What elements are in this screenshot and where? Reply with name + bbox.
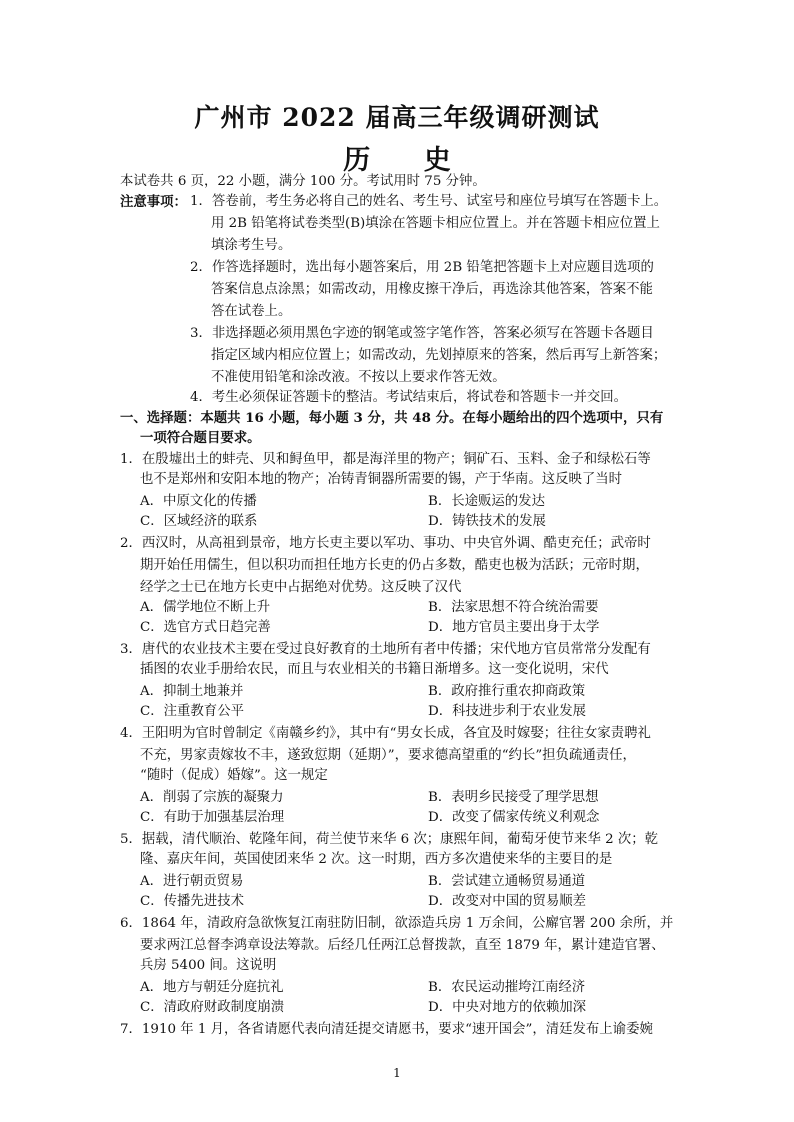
question-text: 经学之士已在地方长吏中占据绝对优势。这反映了汉代 <box>140 580 462 595</box>
notice-line: 填涂考生号。 <box>211 238 292 253</box>
section-heading: 一、选择题：本题共 16 小题，每小题 3 分，共 48 分。在每小题给出的四个选项中，只有 <box>120 410 664 426</box>
subject-title: 历 史 <box>343 145 473 176</box>
option-d[interactable]: D．改变了儒家传统义利观念 <box>428 810 600 825</box>
option-b[interactable]: B．农民运动摧垮江南经济 <box>428 980 586 995</box>
notice-line: 指定区域内相应位置上；如需改动，先划掉原来的答案，然后再写上新答案； <box>211 348 667 363</box>
question-text: 1．在殷墟出土的蚌壳、贝和鲟鱼甲，都是海洋里的物产；铜矿石、玉料、金子和绿松石等 <box>120 452 651 467</box>
question-text: 3．唐代的农业技术主要在受过良好教育的土地所有者中传播；宋代地方官员常常分发配有 <box>120 642 651 657</box>
question-text: 6．1864 年，清政府急欲恢复江南驻防旧制，欲添造兵房 1 万余间，公廨官署 200 余所，并 <box>120 916 674 931</box>
option-b[interactable]: B．尝试建立通畅贸易通道 <box>428 874 586 889</box>
notice-line: 答在试卷上。 <box>211 304 292 319</box>
option-c[interactable]: C．清政府财政制度崩溃 <box>140 1000 285 1015</box>
option-d[interactable]: D．铸铁技术的发展 <box>428 514 546 529</box>
exam-title: 广州市 2022 届高三年级调研测试 <box>194 103 600 132</box>
question-text: 5．据载，清代顺治、乾隆年间，荷兰使节来华 6 次；康熙年间，葡萄牙使节来华 2 次；乾 <box>120 832 659 847</box>
question-text: 隆、嘉庆年间，英国使团来华 2 次。这一时期，西方多次遣使来华的主要目的是 <box>140 852 613 867</box>
option-d[interactable]: D．地方官员主要出身于太学 <box>428 620 600 635</box>
option-b[interactable]: B．表明乡民接受了理学思想 <box>428 790 599 805</box>
question-text: 2．西汉时，从高祖到景帝，地方长吏主要以军功、事功、中央官外调、酷吏充任；武帝时 <box>120 536 651 551</box>
option-a[interactable]: A．进行朝贡贸易 <box>140 874 244 889</box>
option-d[interactable]: D．改变对中国的贸易顺差 <box>428 894 587 909</box>
notice-line: 用 2B 铅笔将试卷类型(B)填涂在答题卡相应位置上。并在答题卡相应位置上 <box>211 216 660 231</box>
question-text: 插图的农业手册给农民，而且与农业相关的书籍日渐增多。这一变化说明，宋代 <box>140 662 609 677</box>
option-c[interactable]: C．选官方式日趋完善 <box>140 620 271 635</box>
section-heading: 一项符合题目要求。 <box>140 430 261 446</box>
option-b[interactable]: B．政府推行重农抑商政策 <box>428 684 586 699</box>
question-text: 不充，男家责嫁妆不丰，遂致愆期（延期）”，要求德高望重的“约长”担负疏通责任， <box>140 748 636 763</box>
question-text: 也不是郑州和安阳本地的物产；冶铸青铜器所需要的锡，产于华南。这反映了当时 <box>140 472 623 487</box>
notice-line: 4．考生必须保证答题卡的整洁。考试结束后，将试卷和答题卡一并交回。 <box>190 390 628 405</box>
notice-line: 3．非选择题必须用黑色字迹的钢笔或签字笔作答，答案必须写在答题卡各题目 <box>190 326 654 341</box>
question-text: 7．1910 年 1 月，各省请愿代表向清廷提交请愿书，要求“速开国会”，清廷发布上谕委婉 <box>120 1022 653 1037</box>
notice-label: 注意事项： <box>120 194 187 210</box>
page-number: 1 <box>393 1066 401 1080</box>
option-d[interactable]: D．中央对地方的依赖加深 <box>428 1000 587 1015</box>
question-text: 要求两江总督李鸿章设法筹款。后经几任两江总督拨款，直至 1879 年，累计建造官署、 <box>140 938 665 953</box>
option-a[interactable]: A．儒学地位不断上升 <box>140 600 271 615</box>
notice-line: 2．作答选择题时，选出每小题答案后，用 2B 铅笔把答题卡上对应题目选项的 <box>190 260 654 275</box>
option-c[interactable]: C．区域经济的联系 <box>140 514 258 529</box>
question-text: 期开始任用儒生，但以积功而担任地方长吏的仍占多数，酷吏也极为活跃；元帝时期， <box>140 558 649 573</box>
option-c[interactable]: C．传播先进技术 <box>140 894 244 909</box>
option-a[interactable]: A．中原文化的传播 <box>140 494 257 509</box>
notice-line: 不准使用铅笔和涂改液。不按以上要求作答无效。 <box>211 370 506 385</box>
option-a[interactable]: A．削弱了宗族的凝聚力 <box>140 790 284 805</box>
option-a[interactable]: A．地方与朝廷分庭抗礼 <box>140 980 284 995</box>
option-c[interactable]: C．注重教育公平 <box>140 704 244 719</box>
question-text: 兵房 5400 间。这说明 <box>140 958 277 973</box>
option-b[interactable]: B．法家思想不符合统治需要 <box>428 600 599 615</box>
question-text: “随时（促成）婚嫁”。这一规定 <box>140 768 328 783</box>
option-c[interactable]: C．有助于加强基层治理 <box>140 810 285 825</box>
notice-line: 答案信息点涂黑；如需改动，用橡皮擦干净后，再选涂其他答案，答案不能 <box>211 282 653 297</box>
option-b[interactable]: B．长途贩运的发达 <box>428 494 545 509</box>
question-text: 4．王阳明为官时曾制定《南赣乡约》，其中有“男女长成，各宜及时嫁娶；往往女家责聘礼 <box>120 726 651 741</box>
option-a[interactable]: A．抑制土地兼并 <box>140 684 244 699</box>
notice-line: 1．答卷前，考生务必将自己的姓名、考生号、试室号和座位号填写在答题卡上。 <box>190 194 668 209</box>
option-d[interactable]: D．科技进步利于农业发展 <box>428 704 587 719</box>
intro-line: 本试卷共 6 页，22 小题，满分 100 分。考试用时 75 分钟。 <box>120 174 486 189</box>
